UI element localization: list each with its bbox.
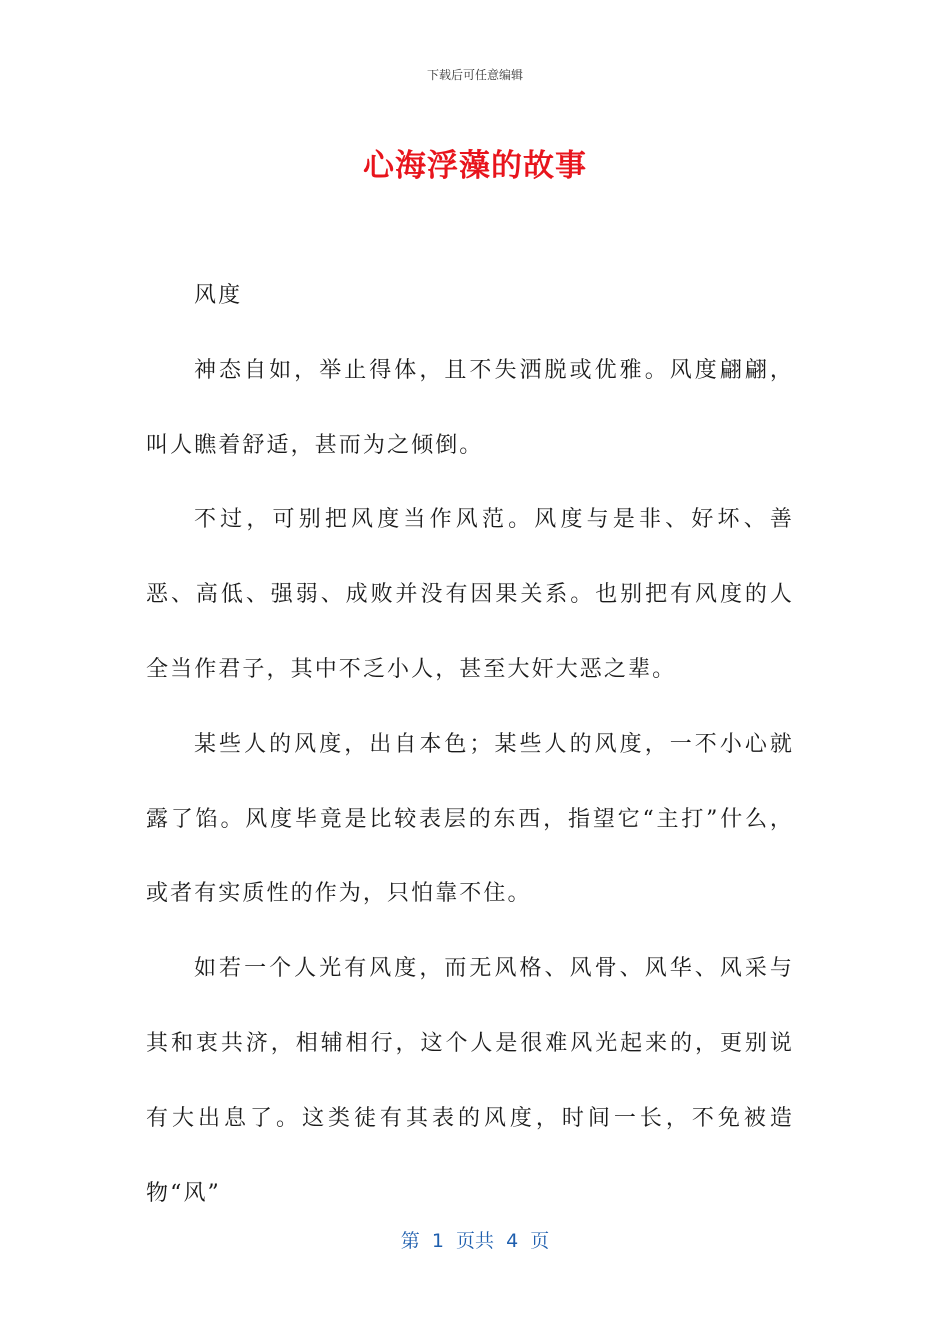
paragraph-heading: 风度 [194, 283, 243, 308]
paragraph: 不过，可别把风度当作风范。风度与是非、好坏、善恶、高低、强弱、成败并没有因果关系。也别把有风度的人全当作君子，其中不乏小人，甚至大奸大恶之辈。 [146, 507, 794, 682]
paragraph: 某些人的风度，出自本色；某些人的风度，一不小心就露了馅。风度毕竟是比较表层的东西，指望它“主打”什么，或者有实质性的作为，只怕靠不住。 [146, 731, 794, 907]
paragraph: 如若一个人光有风度，而无风格、风骨、风华、风采与其和衷共济，相辅相行，这个人是很难风光起来的，更别说有大出息了。这类徒有其表的风度，时间一长，不免被造物“风” [146, 956, 794, 1206]
page-number-footer: 第 1 页共 4 页 [400, 1230, 550, 1252]
paragraph: 神态自如，举止得体，且不失洒脱或优雅。风度翩翩，叫人瞧着舒适，甚而为之倾倒。 [146, 357, 794, 458]
document-body [146, 259, 794, 1231]
header-note: 下载后可任意编辑 [426, 68, 523, 82]
document-title: 心海浮藻的故事 [363, 148, 587, 184]
